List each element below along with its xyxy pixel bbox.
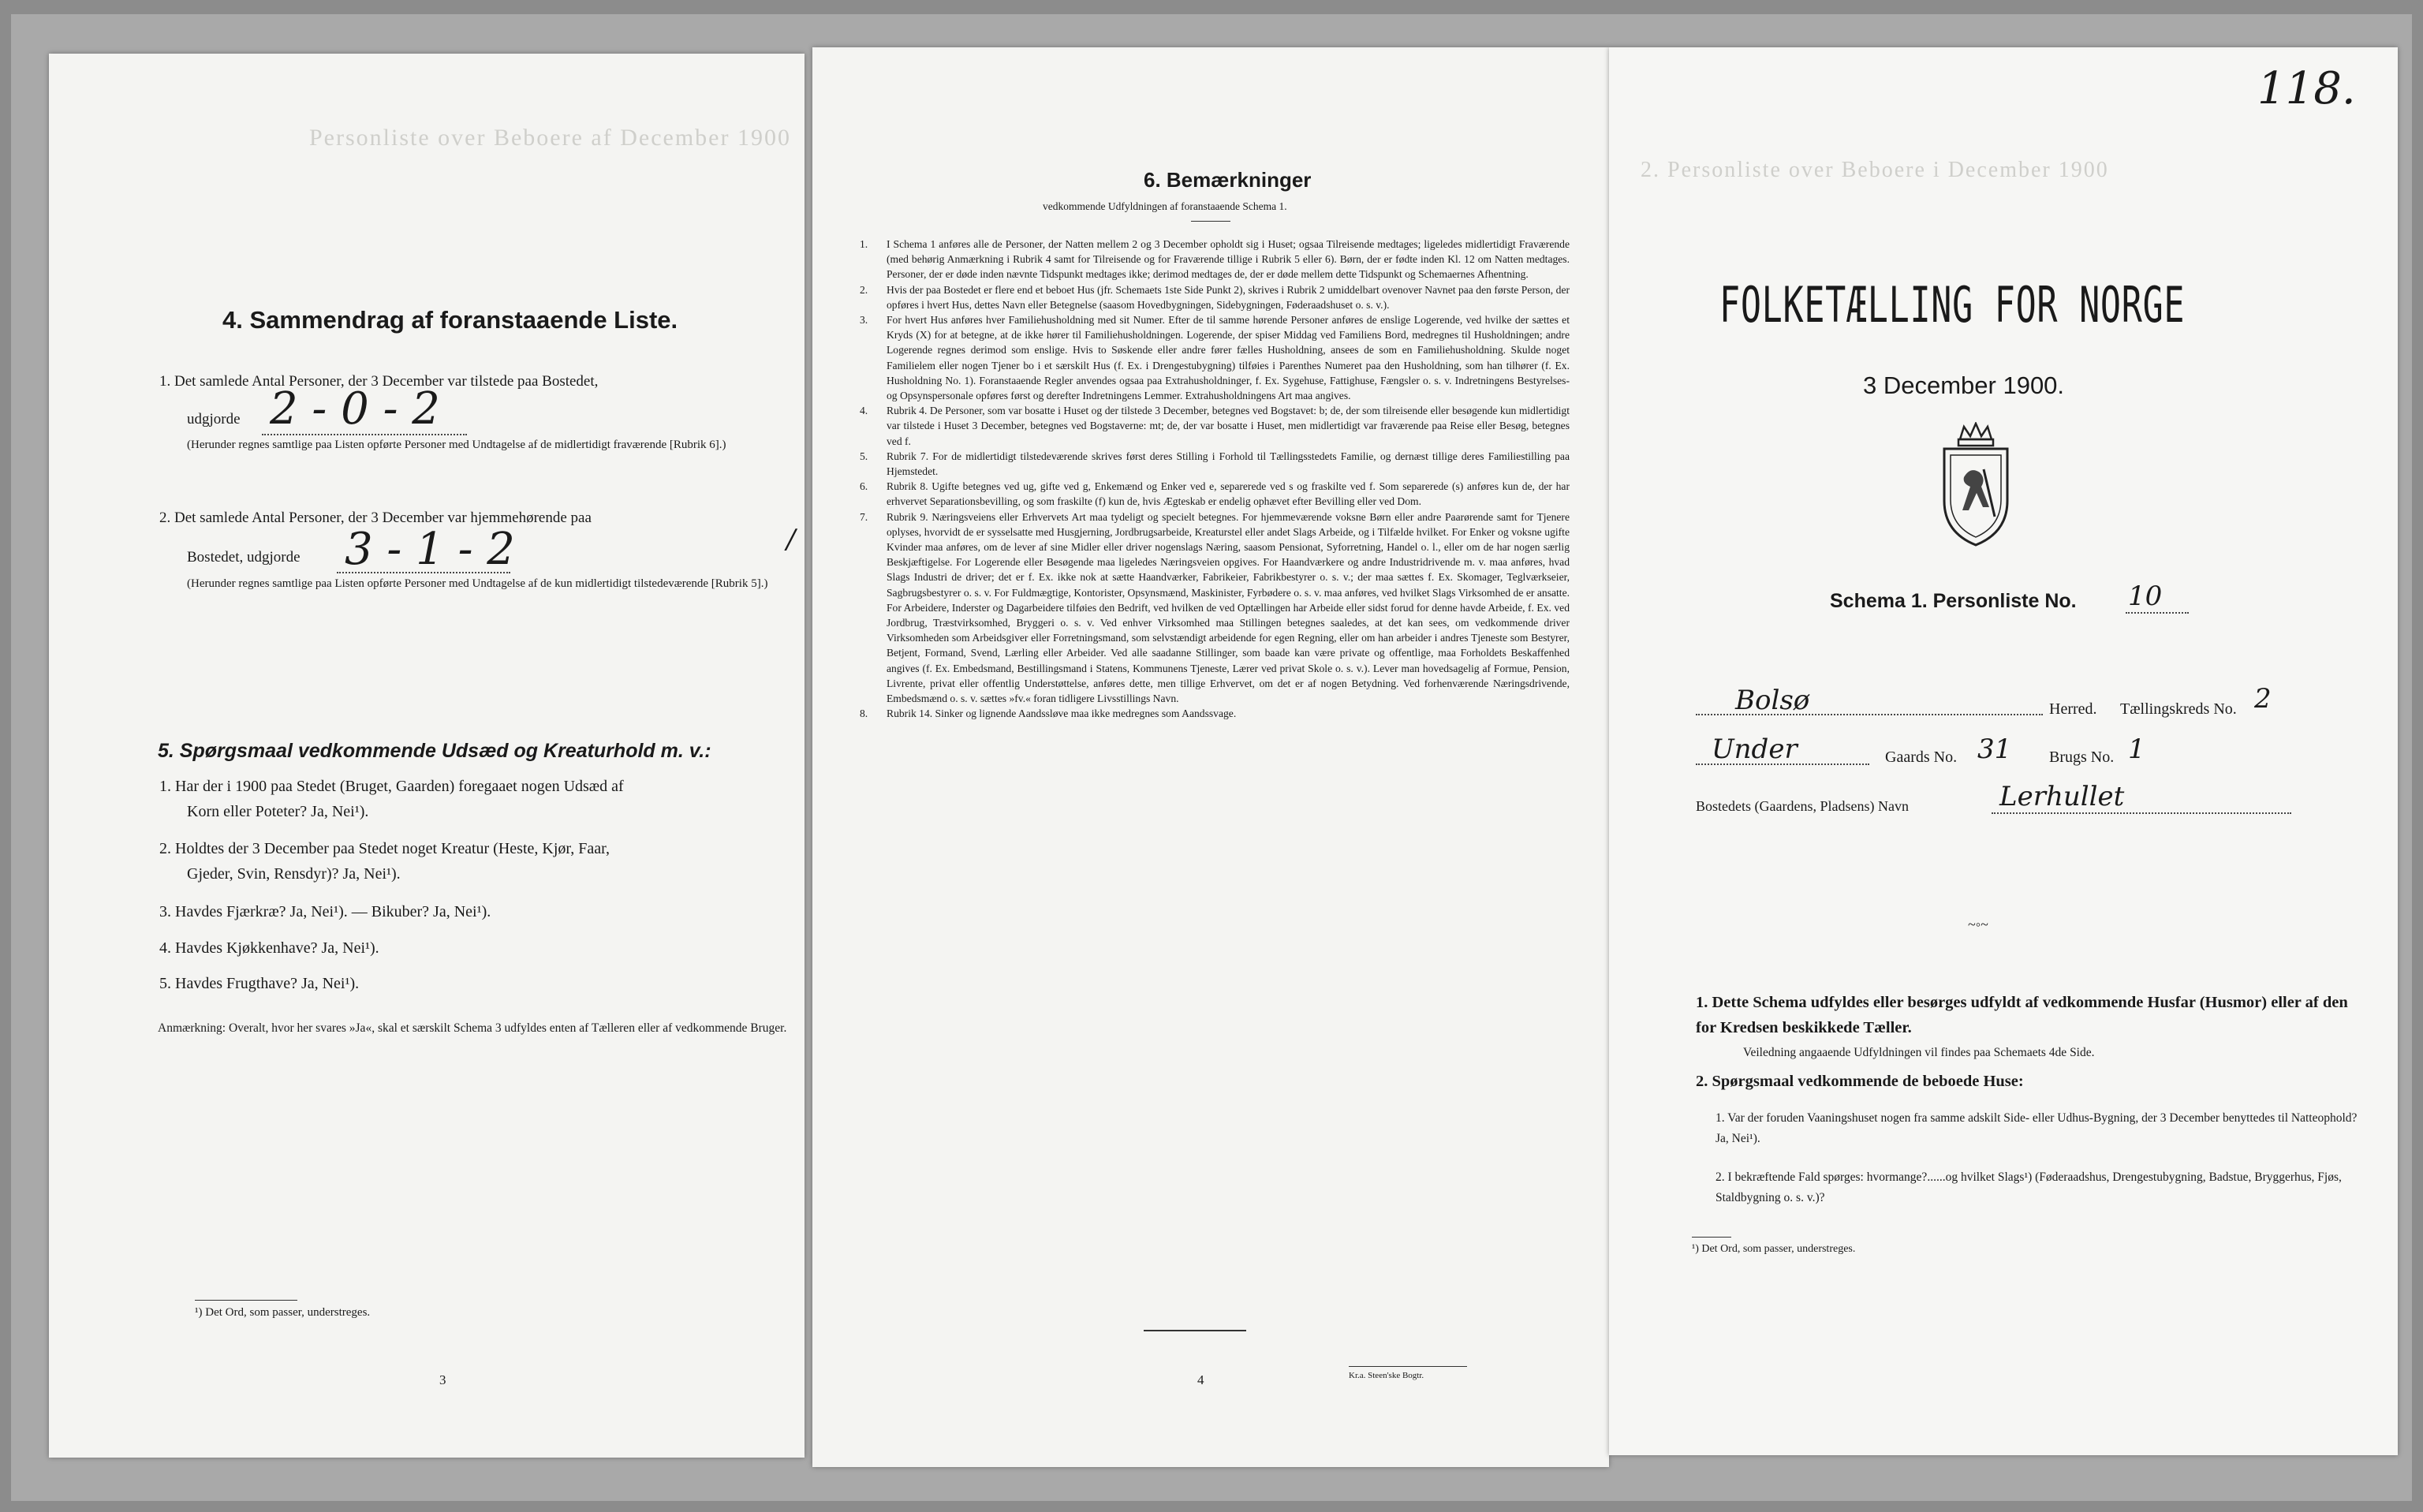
s5-q4: 4. Havdes Kjøkkenhave? Ja, Nei¹).	[159, 939, 379, 957]
footnote-p1: ¹) Det Ord, som passer, understreges.	[1692, 1243, 1856, 1255]
bosted-line	[1992, 812, 2291, 814]
remark-2: 2. Hvis der paa Bostedet er flere end et beboet Hus (jfr. Schemaets 1ste Side Punkt 2), skrives i Rubrik 2 umiddelbart ovenover Navnet paa den første Person, der opføres i hvert Hus, dettes Navn eller Betegnelse (saasom Hovedbygningen, Sidebygningen, Føderaadshuset o. s. v.).	[860, 283, 1570, 311]
q1-lead: udgjorde	[187, 411, 241, 427]
s5-q3: 3. Havdes Fjærkræ? Ja, Nei¹). — Bikuber? Ja, Nei¹).	[159, 903, 491, 920]
page-number-3: 3	[439, 1372, 446, 1387]
ornament: ~◦~	[1968, 917, 1988, 932]
margin-mark: /	[786, 524, 796, 555]
s5-q2-line2: Gjeder, Svin, Rensdyr)? Ja, Nei¹).	[187, 865, 401, 883]
kreds-label: Tællingskreds No.	[2120, 700, 2237, 718]
footnote-rule-p1	[1692, 1237, 1731, 1238]
archive-page-number: 118.	[2257, 63, 2356, 114]
instruction-2: 2. Spørgsmaal vedkommende de beboede Huse:	[1696, 1073, 2024, 1090]
q1-text: 1. Det samlede Antal Personer, der 3 December var tilstede paa Bostedet,	[159, 373, 599, 390]
anmerkning-note: Anmærkning: Overalt, hvor her svares »Ja«, skal et særskilt Schema 3 udfyldes enten af Tælleren eller af vedkommende Bruger.	[158, 1021, 787, 1035]
instruction-1: 1. Dette Schema udfyldes eller besørges udfyldt af vedkommende Husfar (Husmor) eller af den for Kredsen beskikkede Tæller.	[1696, 994, 2348, 1036]
remark-7: 7. Rubrik 9. Næringsveiens eller Erhvervets Art maa tydeligt og specielt betegnes. For hjemmeværende voksne Børn eller andre Paarørende samt for Tjenere oplyses, hvorvidt de er sysselsatte med Husgjerning, Jordbrugsarbeide, Kreaturstel eller andet Slags Arbeide, og i Tilfælde hvilket. For Enker og voksne ugifte Kvinder maa anføres, om de lever af sine Midler eller driver nogenslags Næring, saasom Pensionat, Syforretning, Handel o. l., eller om de har nogen særlig Beskjæftigelse. For Logerende eller Besøgende maa ligeledes Næringsveien opgives. For Haandværkere og andre Industridrivende m. v. maa anføres, hvad Slags Industri de driver; det er f. Ex. ikke nok at sætte Haandværker, Fabrikeier, Fabrikbestyrer o. s. v.; der maa sættes f. Ex. Skomager, Teglværkseier, Sagbrugsbestyrer o. s. v. For Fuldmægtige, Kontorister, Opsynsmænd, Maskinister, Fyrbødere o. s. v. maa anføres, ved hvilket Slags Virksomhed de er ansatte. For Arbeidere, Inderster og Dagarbeidere tilføies den Bedrift, ved hvilken de ved Optællingen har Arbeide eller sidst forud for denne havde Arbeide, f. Ex. ved Jordbrug, Træstvirksomhed, Bryggeri o. s. v. Ved enhver Virksomhed maa Stillingen betegnes saaledes, at det kan sees, om vedkommende driver Virksomheden som Arbeidsgiver eller Forretningsmand, som selvstændigt arbeidende for egen Regning, eller om han arbeider i andres Tjeneste som Bestyrer, Betjent, Formand, Svend, Lærling eller Arbeider. Ved alle saadanne Stillinger, som baade kan være private og offentlige, maa Forholdets Beskaffenhed angives (f. Ex. Embedsmand, Bestillingsmand i Statens, Kommunens Tjeneste, Lærer ved privat Skole o. s. v.). Lever man hovedsagelig af Formue, Pension, Livrente, privat eller offentlig Understøttelse, anføres dette, men tillige Erhvervet, om det er af nogen Betydning. Ved forhenværende Næringsdrivende, Embedsmænd o. s. v. sættes »fv.« foran tidligere Livsstillings Navn.	[860, 510, 1570, 705]
s5-q5: 5. Havdes Frugthave? Ja, Nei¹).	[159, 975, 360, 992]
remarks-title: 6. Bemærkninger	[1144, 168, 1312, 192]
coat-of-arms-icon	[1936, 422, 2015, 548]
kreds-value: 2	[2254, 683, 2272, 715]
remark-5: 5. Rubrik 7. For de midlertidigt tilstedeværende skrives først deres Stilling i Forhold til Tællingsstedets Familie, og dernæst tillige deres Familiestilling paa Hjemstedet.	[860, 450, 1570, 478]
remarks-subtitle: vedkommende Udfyldningen af foranstaaende Schema 1.	[1043, 200, 1287, 212]
house-question-2: 2. I bekræftende Fald spørges: hvormange?......og hvilket Slags¹) (Føderaadshus, Drengestubygning, Badstue, Bryggerhus, Fjøs, Staldbygning o. s. v.)?	[1716, 1170, 2342, 1204]
q2-note: (Herunder regnes samtlige paa Listen opførte Personer med Undtagelse af de kun midlertidigt tilstedeværende [Rubrik 5].)	[187, 577, 768, 590]
bosted-value: Lerhullet	[1999, 781, 2125, 812]
s5-q2-line1: 2. Holdtes der 3 December paa Stedet noget Kreatur (Heste, Kjør, Faar,	[159, 840, 610, 857]
q1-answer-line	[262, 434, 467, 435]
printer-credit: Kr.a. Steen'ske Bogtr.	[1349, 1371, 1424, 1380]
end-rule	[1144, 1330, 1246, 1331]
schema-number: 10	[2128, 581, 2163, 612]
section-4-title: 4. Sammendrag af foranstaaende Liste.	[222, 306, 678, 334]
s5-q1-line1: 1. Har der i 1900 paa Stedet (Bruget, Gaarden) foregaaet nogen Udsæd af	[159, 778, 624, 795]
herred-value: Bolsø	[1735, 685, 1810, 716]
section-5-title: 5. Spørgsmaal vedkommende Udsæd og Kreaturhold m. v.:	[158, 740, 711, 762]
page-1	[1609, 47, 2398, 1455]
q1-note: (Herunder regnes samtlige paa Listen opførte Personer med Undtagelse af de midlertidigt fraværende [Rubrik 6].)	[187, 439, 726, 451]
bleed-through-heading: 2. Personliste over Beboere i December 1900	[1641, 158, 2109, 182]
bosted-label: Bostedets (Gaardens, Pladsens) Navn	[1696, 798, 1909, 814]
footnote: ¹) Det Ord, som passer, understreges.	[195, 1306, 371, 1319]
page-number-4: 4	[1197, 1372, 1204, 1387]
remark-3: 3. For hvert Hus anføres hver Familiehusholdning med sit Numer. Efter de til samme hørende Personer anføres de enslige Logerende, ved hvilke der sættes et Kryds (X) for at betegne, at de ikke hører til Familiehusholdningen. Logerende, der spiser Middag ved Familiens Bord, medregnes til Husholdningen; andre Logerende regnes derimod som enslige. Hvis to Søskende eller andre fører fælles Husholdning, ansees de som en Familiehusholdning. Skulde noget Familielem eller nogen Tjener bo i et særskilt Hus (f. Ex. i Drengestubygning) tilføies i Parenthes Numeret paa den Husholdning, som han tilhører (f. Ex. Husholdning No. 1). Foranstaaende Regler anvendes ogsaa paa Extrahusholdninger, f. Ex. Sygehuse, Fattighuse, Fængsler o. s. v. Indretningens Bestyrelses- og Opsynspersonale opføres først og derefter Indretningens Lemmer. Extrahusholdningens Art maa angives.	[860, 314, 1570, 402]
s5-q1-line2: Korn eller Poteter? Ja, Nei¹).	[187, 803, 369, 820]
gaards-label: Gaards No.	[1885, 749, 1958, 766]
bleed-through-text: Personliste over Beboere af December 1900	[309, 125, 791, 151]
remark-8: 8. Rubrik 14. Sinker og lignende Aandssløve maa ikke medregnes som Aandssvage.	[860, 707, 1237, 720]
printer-rule	[1349, 1366, 1467, 1367]
house-question-1: 1. Var der foruden Vaaningshuset nogen fra samme adskilt Side- eller Udhus-Bygning, der 3 December benyttedes til Natteophold? Ja, Nei¹).	[1716, 1111, 2358, 1145]
page-3	[49, 54, 805, 1458]
instruction-1-note: Veiledning angaaende Udfyldningen vil findes paa Schemaets 4de Side.	[1743, 1046, 2095, 1059]
brugs-value: 1	[2128, 734, 2145, 765]
remark-6: 6. Rubrik 8. Ugifte betegnes ved ug, gifte ved g, Enkemænd og Enker ved e, separerede ved s og fraskilte ved f. Som separerede (s) anføres kun de, der har erhvervet Separationsbevilling, og som fraskilte (f) kun de, hvis Ægteskab er endelig ophævet efter Bevilling eller ved Dom.	[860, 480, 1570, 508]
page-4	[812, 47, 1609, 1467]
form-title: FOLKETÆLLING FOR NORGE	[1719, 276, 2186, 334]
gaard-name-line	[1696, 763, 1869, 765]
remarks-list	[860, 237, 1570, 722]
brugs-label: Brugs No.	[2049, 749, 2115, 766]
q2-answer-line	[337, 572, 510, 573]
footnote-rule	[195, 1300, 297, 1301]
remark-1: 1. I Schema 1 anføres alle de Personer, der Natten mellem 2 og 3 December opholdt sig i Huset; ogsaa Tilreisende medtages; ligeledes midlertidigt Fraværende (med behørig Anmærkning i Rubrik 4 samt for Tilreisende og for Fraværende tillige i Rubrik 5 eller 6). Børn, der er fødte inden Kl. 12 om Natten medtages. Personer, der er døde inden nævnte Tidspunkt medtages ikke; derimod medtages de, der er døde mellem dette Tidspunkt og Schemaernes Afhentning.	[860, 238, 1570, 281]
form-date: 3 December 1900.	[1863, 371, 2065, 399]
herred-line	[1696, 714, 2043, 715]
schema-number-line	[2126, 612, 2189, 614]
gaards-value: 31	[1977, 734, 2012, 765]
schema-label: Schema 1. Personliste No.	[1830, 590, 2077, 612]
q2-lead: Bostedet, udgjorde	[187, 549, 301, 566]
q2-text: 2. Det samlede Antal Personer, der 3 December var hjemmehørende paa	[159, 510, 592, 526]
gaard-name: Under	[1712, 734, 1798, 765]
q1-handwritten-answer: 2 - 0 - 2	[270, 383, 440, 435]
herred-label: Herred.	[2049, 700, 2097, 718]
title-rule	[1191, 221, 1230, 222]
q2-handwritten-answer: 3 - 1 - 2	[345, 524, 515, 575]
remark-4: 4. Rubrik 4. De Personer, som var bosatte i Huset og der tilstede 3 December, betegnes ved Bogstavet: b; de, der som tilreisende eller besøgende kun midlertidigt var tilstede i Huset 3 December, betegnes ved Bogstaverne: mt; de, der var bosatte i Huset, men midlertidigt var fraværende paa Reise eller Besøg, betegnes ved f.	[860, 405, 1570, 447]
